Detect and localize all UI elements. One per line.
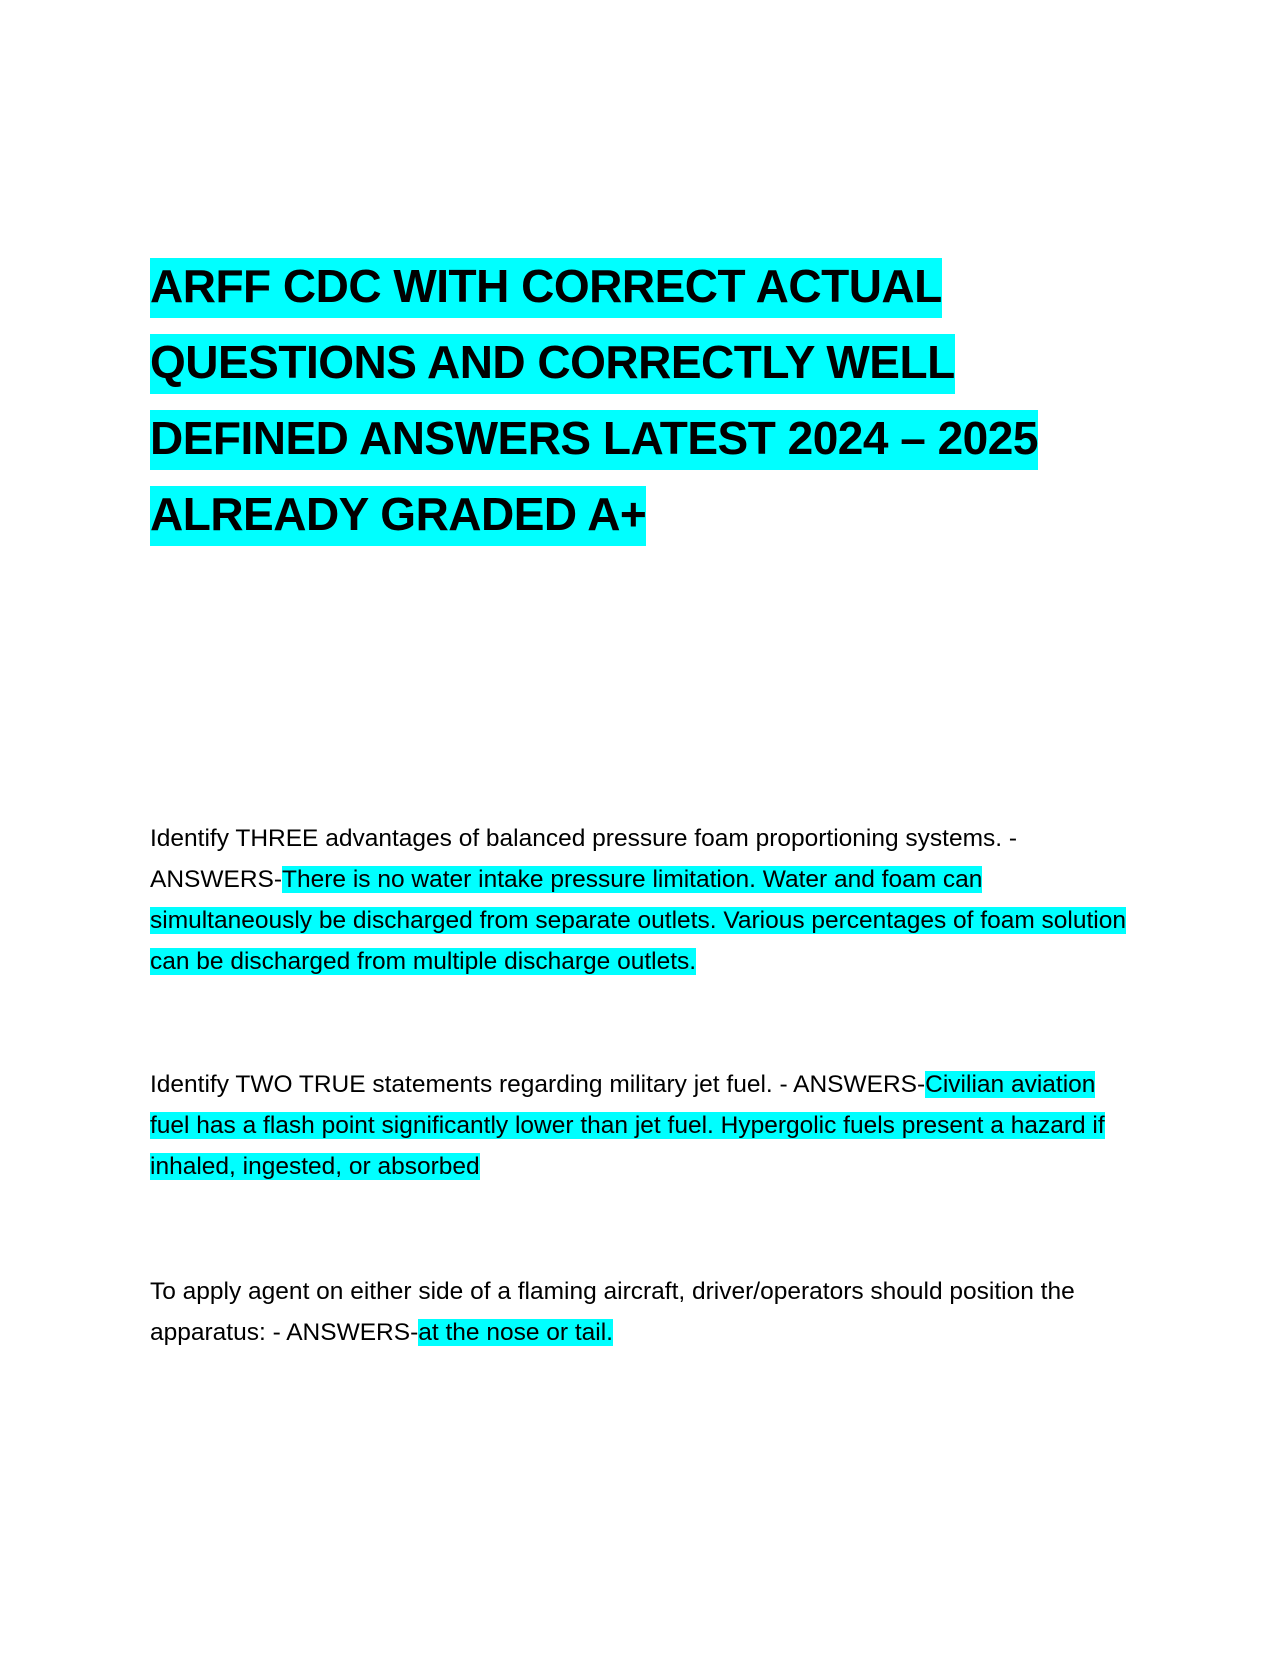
question-text: Identify THREE advantages of balanced pressure foam proportioning systems. - ANSWERS- xyxy=(150,825,1018,893)
answer-text: Civilian aviation fuel has a flash point significantly lower than jet fuel. Hypergolic fuels present a hazard if inhaled, ingested, or absorbed xyxy=(150,1071,1105,1180)
title-highlight: ARFF CDC WITH CORRECT ACTUAL QUESTIONS AND CORRECTLY WELL DEFINED ANSWERS LATEST 2024 – 2025 ALREADY GRADED A+ xyxy=(150,258,1038,546)
qa-item xyxy=(150,1271,1130,1353)
question-text: To apply agent on either side of a flaming aircraft, driver/operators should position the apparatus: - ANSWERS- xyxy=(150,1278,1075,1346)
answer-text: at the nose or tail. xyxy=(418,1319,613,1346)
answer-text: There is no water intake pressure limitation. Water and foam can simultaneously be discharged from separate outlets. Various percentages of foam solution can be discharged from multiple discharge outlets. xyxy=(150,866,1127,975)
question-text: Identify TWO TRUE statements regarding military jet fuel. - ANSWERS- xyxy=(150,1071,926,1098)
document-title xyxy=(150,248,1150,552)
qa-item xyxy=(150,818,1130,982)
qa-item xyxy=(150,1064,1130,1187)
